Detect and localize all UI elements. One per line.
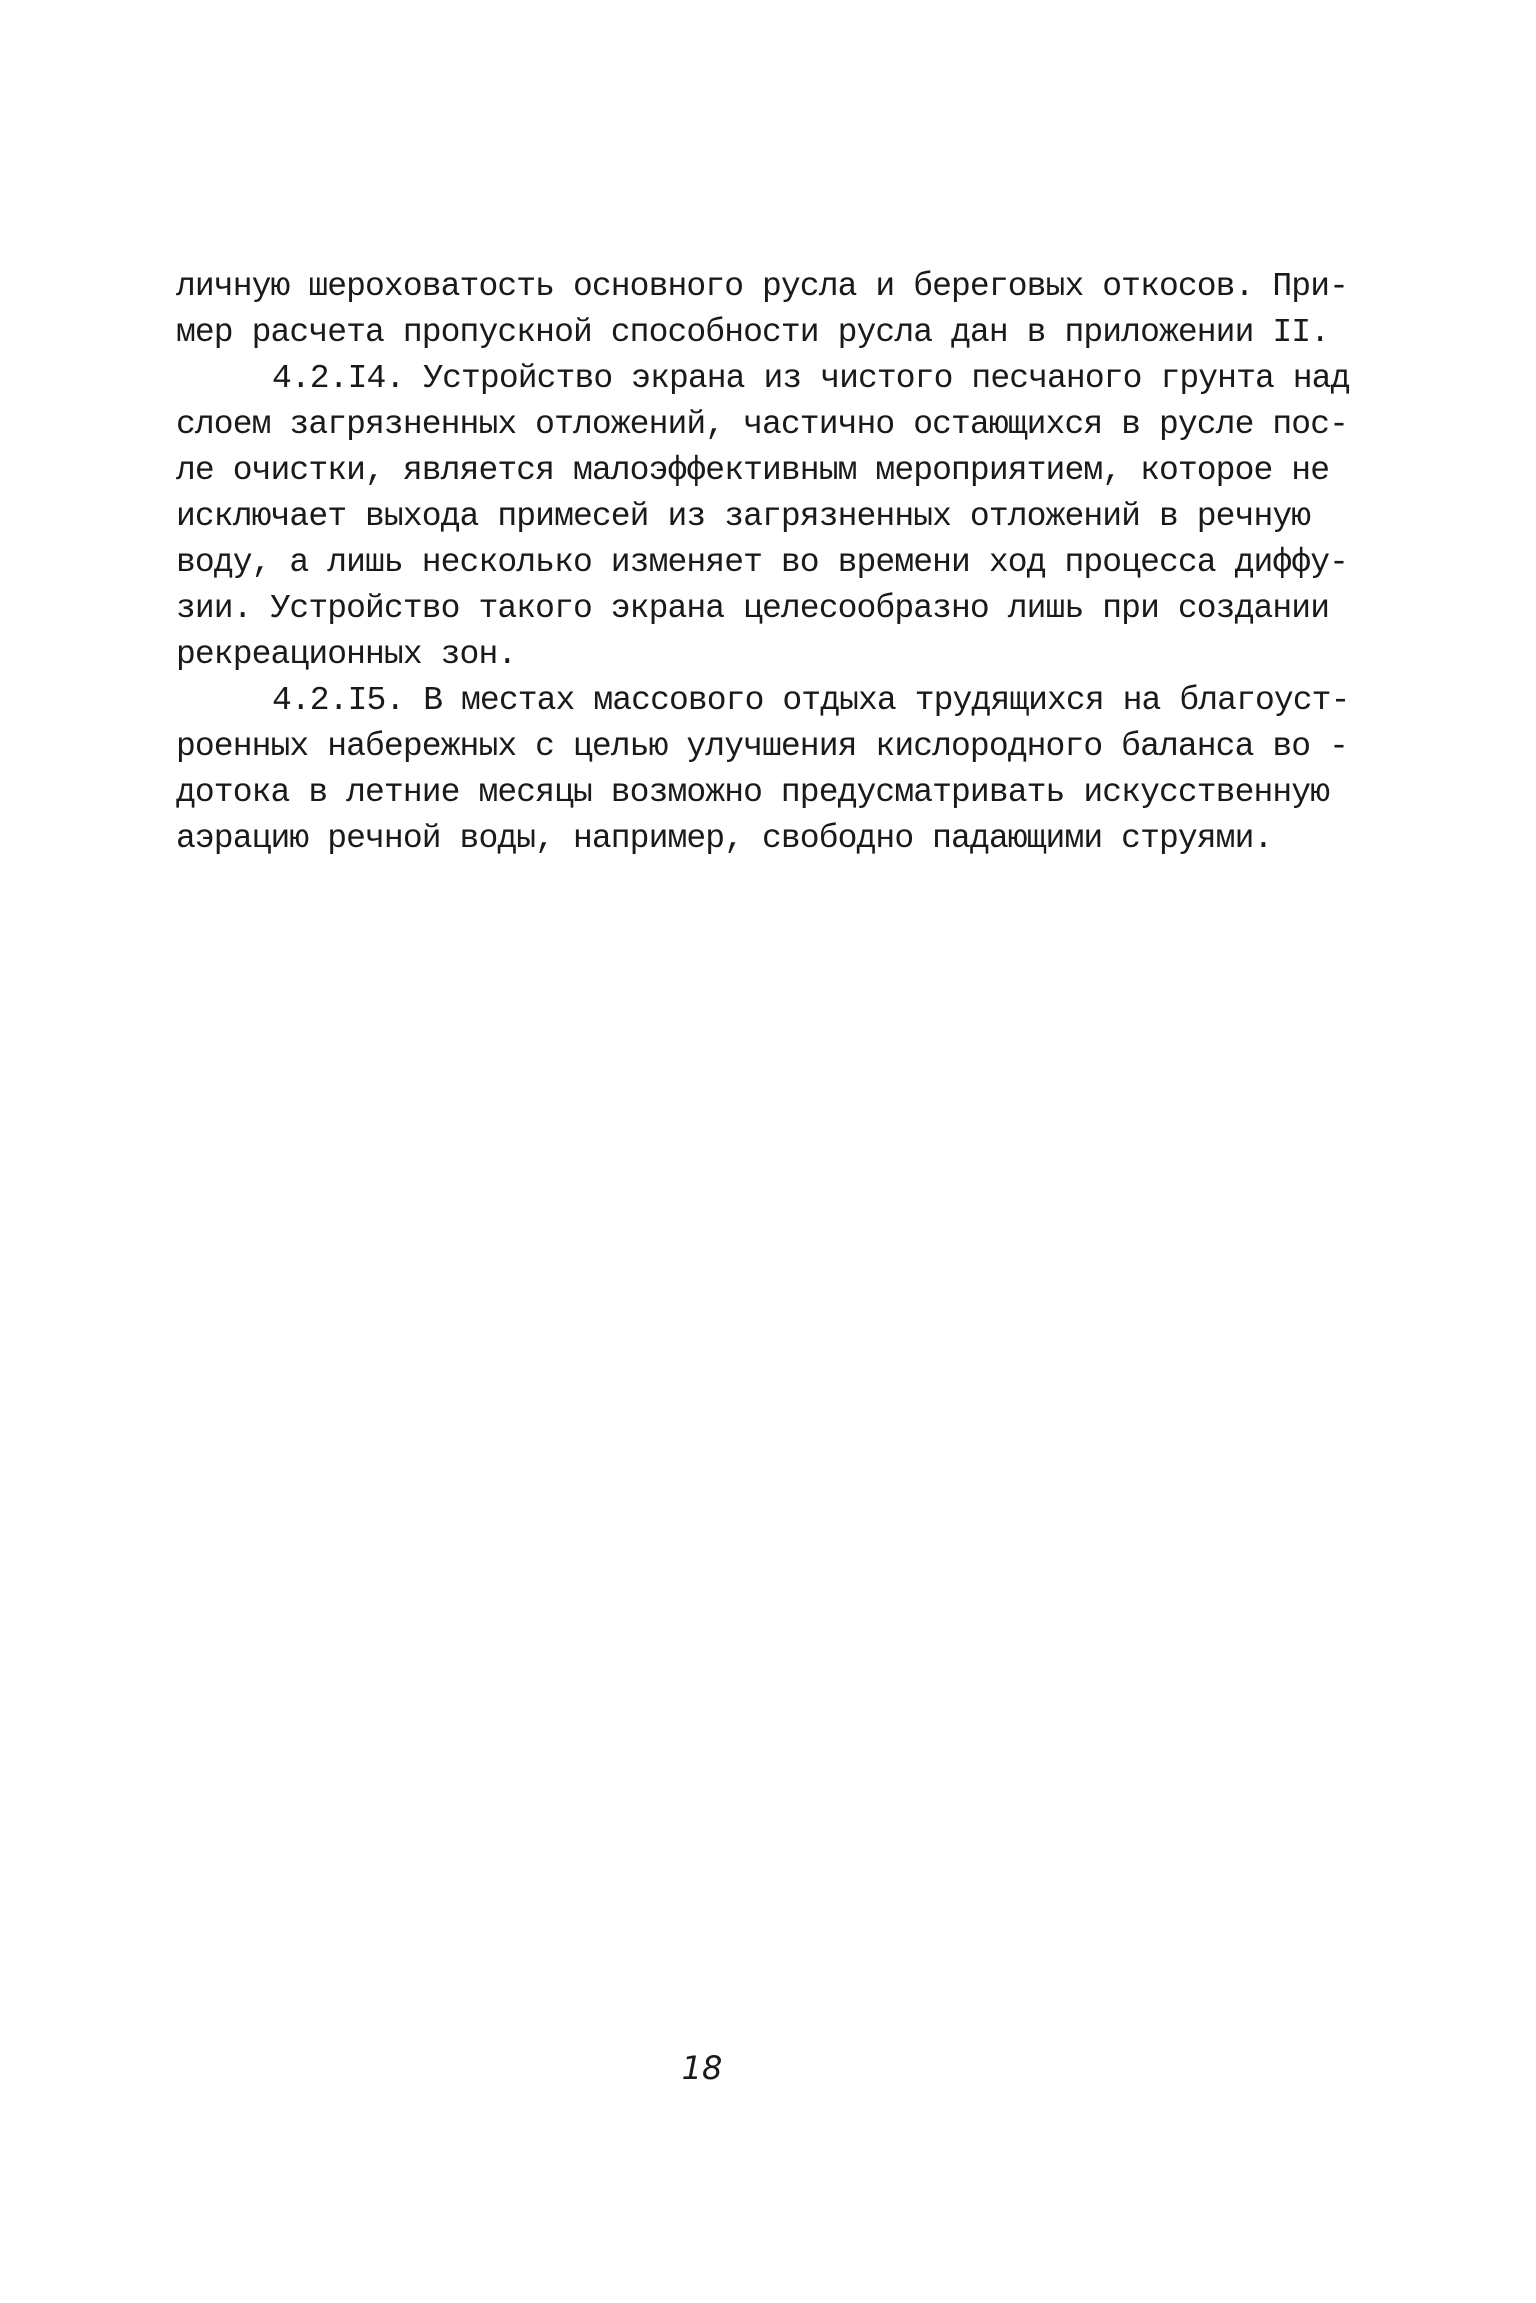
text-line: роенных набережных с целью улучшения кислородного баланса во - <box>176 728 1349 765</box>
text-line: исключает выхода примесей из загрязненных отложений в речную <box>176 498 1311 535</box>
text-line: мер расчета пропускной способности русла дан в приложении II. <box>176 314 1330 351</box>
body-text <box>176 264 1356 862</box>
text-line: зии. Устройство такого экрана целесообразно лишь при создании <box>176 590 1330 627</box>
text-line: рекреационных зон. <box>176 636 517 673</box>
text-line: ле очистки, является малоэффективным мероприятием, которое не <box>176 452 1330 489</box>
page-number: 18 <box>681 2049 723 2087</box>
text-line: дотока в летние месяцы возможно предусматривать искусственную <box>176 774 1330 811</box>
text-line: аэрацию речной воды, например, свободно падающими струями. <box>176 820 1273 857</box>
text-line: личную шероховатость основного русла и береговых откосов. При- <box>176 268 1349 305</box>
paragraph-start-line: 4.2.I4. Устройство экрана из чистого песчаного грунта над <box>272 360 1350 397</box>
paragraph-start-line: 4.2.I5. В местах массового отдыха трудящихся на благоуст- <box>272 682 1350 719</box>
text-line: слоем загрязненных отложений, частично остающихся в русле пос- <box>176 406 1349 443</box>
text-line: воду, а лишь несколько изменяет во времени ход процесса диффу- <box>176 544 1349 581</box>
